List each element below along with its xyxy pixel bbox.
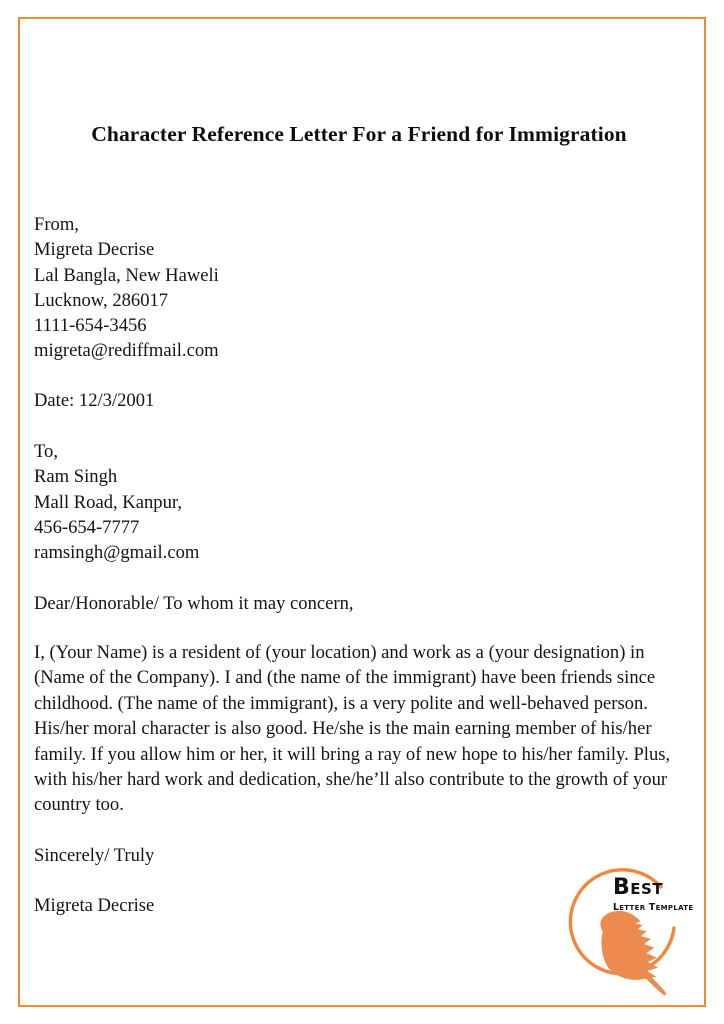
recipient-address-block	[34, 439, 199, 565]
salutation: Dear/Honorable/ To whom it may concern,	[34, 593, 354, 614]
sender-phone: 1111-654-3456	[34, 315, 147, 337]
letter-body-paragraph: I, (Your Name) is a resident of (your location) and work as a (your designation) in (Name of the Company). I and (the name of the immigrant) have been friends since childhood. (The name of the immigrant), is a very polite and well-behaved person. His/her moral character is also good. He/she is the main earning member of his/her family. If you allow him or her, it will bring a ray of new hope to his/her family. Plus, with his/her hard work and dedication, she/he’ll also contribute to the growth of your country too.	[34, 642, 671, 816]
recipient-address-line-1: Mall Road, Kanpur,	[34, 491, 182, 513]
recipient-email: ramsingh@gmail.com	[34, 542, 200, 564]
letter-date-block	[34, 388, 154, 413]
sender-name: Migreta Decrise	[34, 239, 155, 261]
brand-logo-text	[613, 877, 699, 914]
page-title: Character Reference Letter For a Friend for Immigration	[91, 122, 627, 146]
sender-email: migreta@rediffmail.com	[34, 340, 219, 362]
sender-from-label: From,	[34, 214, 79, 235]
sender-address-line-2: Lucknow, 286017	[34, 289, 169, 311]
letter-closing: Sincerely/ Truly	[34, 845, 155, 866]
salutation-block	[34, 591, 354, 616]
recipient-phone: 456-654-7777	[34, 516, 140, 538]
recipient-name: Ram Singh	[34, 466, 118, 488]
recipient-to-label: To,	[34, 441, 59, 462]
letter-date: Date: 12/3/2001	[34, 390, 155, 411]
sender-address-block	[34, 212, 219, 364]
brand-name-secondary: Letter Template	[613, 902, 694, 913]
sender-address-line-1: Lal Bangla, New Haweli	[34, 264, 219, 286]
feather-quill-icon	[600, 909, 666, 997]
letter-signature: Migreta Decrise	[34, 895, 155, 916]
brand-name-primary: Best	[613, 875, 664, 900]
brand-logo	[566, 866, 696, 998]
